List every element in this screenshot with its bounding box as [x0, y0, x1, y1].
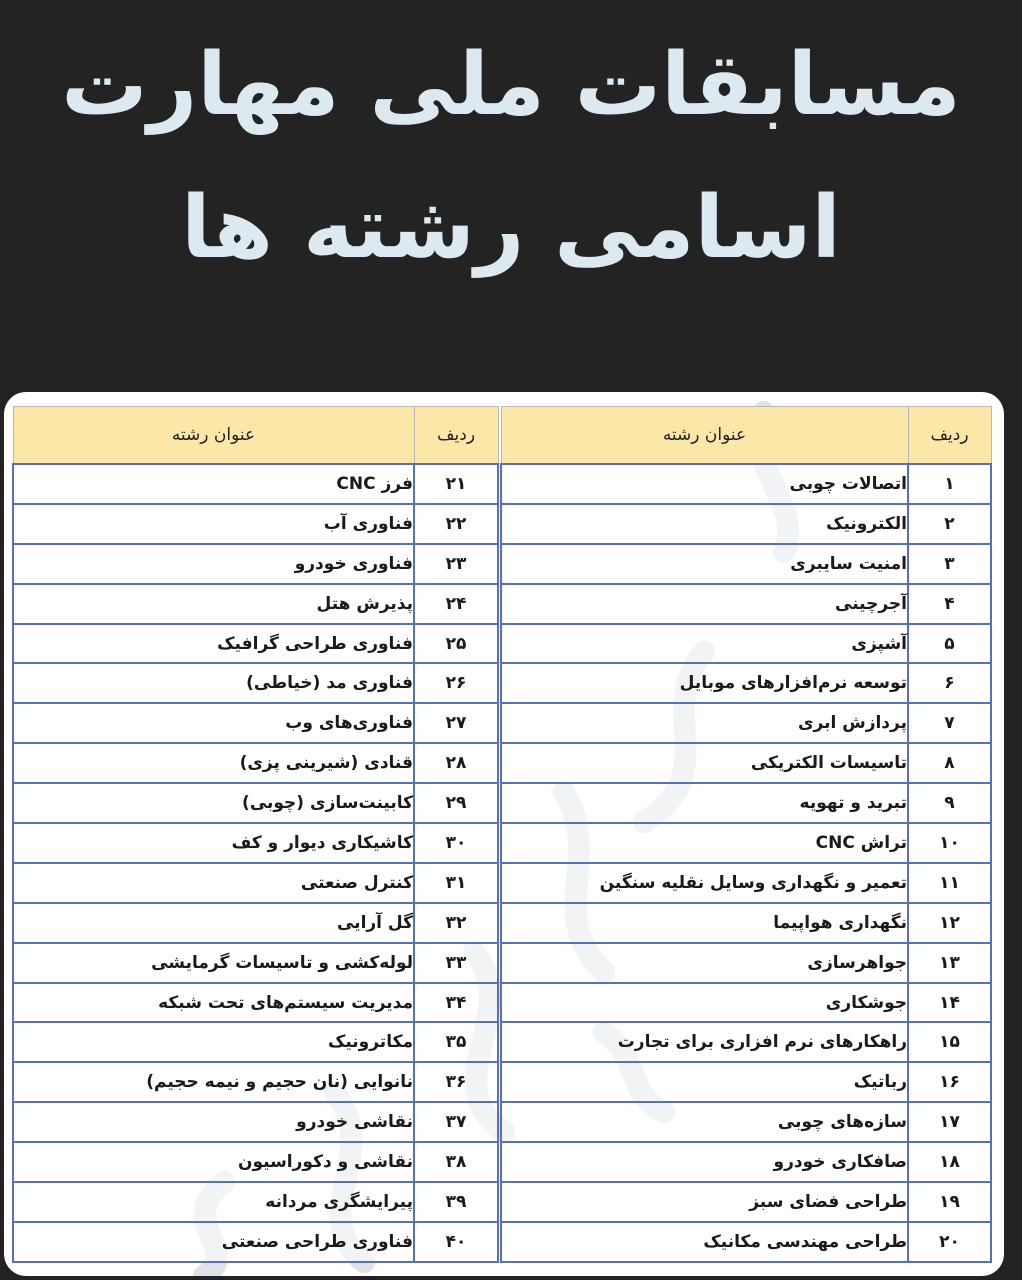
row-number: ۲۸	[414, 743, 498, 783]
row-number: ۱	[908, 464, 991, 504]
field-title: فناوری طراحی گرافیک	[13, 624, 414, 664]
row-number: ۳۶	[414, 1062, 498, 1102]
table-row	[13, 703, 498, 743]
field-title: پیرایشگری مردانه	[13, 1182, 414, 1222]
table-row	[13, 1222, 498, 1262]
field-title: پردازش ابری	[501, 703, 908, 743]
field-title: طراحی فضای سبز	[501, 1182, 908, 1222]
table-card	[4, 392, 1004, 1276]
table-row	[13, 544, 498, 584]
field-title: اتصالات چوبی	[501, 464, 908, 504]
fields-table-left	[12, 406, 499, 1263]
row-number: ۳۱	[414, 863, 498, 903]
row-number: ۸	[908, 743, 991, 783]
row-number: ۲۲	[414, 504, 498, 544]
table-row	[501, 1182, 991, 1222]
table-row	[501, 823, 991, 863]
table-row	[13, 1102, 498, 1142]
field-title: فناوری طراحی صنعتی	[13, 1222, 414, 1262]
fields-table-right	[500, 406, 992, 1263]
table-row	[13, 983, 498, 1023]
table-row	[501, 624, 991, 664]
table-row	[13, 863, 498, 903]
row-number: ۲۹	[414, 783, 498, 823]
table-header-row	[501, 407, 991, 465]
row-number: ۷	[908, 703, 991, 743]
row-number: ۲۱	[414, 464, 498, 504]
column-header-row-number: ردیف	[908, 407, 991, 465]
row-number: ۱۲	[908, 903, 991, 943]
field-title: فناوری‌های وب	[13, 703, 414, 743]
field-title: مدیریت سیستم‌های تحت شبکه	[13, 983, 414, 1023]
table-row	[501, 504, 991, 544]
header-banner	[0, 0, 1022, 390]
tables-container	[12, 406, 994, 1261]
table-row	[501, 983, 991, 1023]
field-title: تاسیسات الکتریکی	[501, 743, 908, 783]
row-number: ۲	[908, 504, 991, 544]
field-title: پذیرش هتل	[13, 584, 414, 624]
field-title: نقاشی و دکوراسیون	[13, 1142, 414, 1182]
row-number: ۱۹	[908, 1182, 991, 1222]
field-title: راهکارهای نرم افزاری برای تجارت	[501, 1022, 908, 1062]
field-title: مکاترونیک	[13, 1022, 414, 1062]
row-number: ۳	[908, 544, 991, 584]
table-row	[501, 863, 991, 903]
field-title: صافکاری خودرو	[501, 1142, 908, 1182]
field-title: کابینت‌سازی (چوبی)	[13, 783, 414, 823]
row-number: ۵	[908, 624, 991, 664]
field-title: کاشیکاری دیوار و کف	[13, 823, 414, 863]
field-title: تبرید و تهویه	[501, 783, 908, 823]
table-row	[13, 504, 498, 544]
column-header-field-title: عنوان رشته	[13, 407, 414, 465]
table-row	[501, 703, 991, 743]
row-number: ۱۷	[908, 1102, 991, 1142]
row-number: ۲۰	[908, 1222, 991, 1262]
row-number: ۲۶	[414, 663, 498, 703]
row-number: ۹	[908, 783, 991, 823]
row-number: ۳۲	[414, 903, 498, 943]
row-number: ۱۸	[908, 1142, 991, 1182]
row-number: ۴۰	[414, 1222, 498, 1262]
table-row	[13, 584, 498, 624]
table-row	[13, 823, 498, 863]
table-row	[13, 624, 498, 664]
row-number: ۱۱	[908, 863, 991, 903]
field-title: رباتیک	[501, 1062, 908, 1102]
field-title: سازه‌های چوبی	[501, 1102, 908, 1142]
field-title: آشپزی	[501, 624, 908, 664]
field-title: فناوری آب	[13, 504, 414, 544]
table-row	[13, 1062, 498, 1102]
field-title: نقاشی خودرو	[13, 1102, 414, 1142]
row-number: ۳۸	[414, 1142, 498, 1182]
field-title: توسعه نرم‌افزارهای موبایل	[501, 663, 908, 703]
table-row	[501, 1142, 991, 1182]
page-title-line-1: مسابقات ملی مهارت	[61, 35, 961, 135]
row-number: ۲۷	[414, 703, 498, 743]
row-number: ۳۷	[414, 1102, 498, 1142]
table-row	[501, 1062, 991, 1102]
field-title: نگهداری هواپیما	[501, 903, 908, 943]
row-number: ۳۵	[414, 1022, 498, 1062]
field-title: قنادی (شیرینی پزی)	[13, 743, 414, 783]
row-number: ۶	[908, 663, 991, 703]
page-title-line-2: اسامی رشته ها	[181, 178, 841, 278]
field-title: تعمیر و نگهداری وسایل نقلیه سنگین	[501, 863, 908, 903]
row-number: ۲۴	[414, 584, 498, 624]
table-row	[501, 1222, 991, 1262]
table-row	[13, 1182, 498, 1222]
table-row	[13, 783, 498, 823]
row-number: ۳۳	[414, 943, 498, 983]
table-row	[501, 943, 991, 983]
field-title: فرز CNC	[13, 464, 414, 504]
table-row	[13, 943, 498, 983]
row-number: ۳۴	[414, 983, 498, 1023]
row-number: ۱۰	[908, 823, 991, 863]
field-title: گل آرایی	[13, 903, 414, 943]
table-row	[501, 663, 991, 703]
table-row	[501, 584, 991, 624]
row-number: ۱۴	[908, 983, 991, 1023]
column-header-field-title: عنوان رشته	[501, 407, 908, 465]
row-number: ۳۹	[414, 1182, 498, 1222]
field-title: نانوایی (نان حجیم و نیمه حجیم)	[13, 1062, 414, 1102]
table-row	[13, 464, 498, 504]
field-title: تراش CNC	[501, 823, 908, 863]
table-row	[13, 663, 498, 703]
field-title: جواهرسازی	[501, 943, 908, 983]
table-row	[501, 903, 991, 943]
row-number: ۲۳	[414, 544, 498, 584]
field-title: کنترل صنعتی	[13, 863, 414, 903]
field-title: آجرچینی	[501, 584, 908, 624]
table-header-row	[13, 407, 498, 465]
column-header-row-number: ردیف	[414, 407, 498, 465]
field-title: الکترونیک	[501, 504, 908, 544]
row-number: ۱۵	[908, 1022, 991, 1062]
table-row	[501, 464, 991, 504]
table-row	[13, 1142, 498, 1182]
field-title: فناوری خودرو	[13, 544, 414, 584]
table-row	[13, 1022, 498, 1062]
field-title: فناوری مد (خیاطی)	[13, 663, 414, 703]
row-number: ۱۶	[908, 1062, 991, 1102]
table-row	[501, 783, 991, 823]
table-row	[13, 743, 498, 783]
table-row	[501, 1022, 991, 1062]
table-row	[501, 1102, 991, 1142]
row-number: ۱۳	[908, 943, 991, 983]
row-number: ۳۰	[414, 823, 498, 863]
row-number: ۴	[908, 584, 991, 624]
table-row	[13, 903, 498, 943]
table-row	[501, 743, 991, 783]
field-title: طراحی مهندسی مکانیک	[501, 1222, 908, 1262]
row-number: ۲۵	[414, 624, 498, 664]
table-row	[501, 544, 991, 584]
field-title: امنیت سایبری	[501, 544, 908, 584]
field-title: لوله‌کشی و تاسیسات گرمایشی	[13, 943, 414, 983]
field-title: جوشکاری	[501, 983, 908, 1023]
